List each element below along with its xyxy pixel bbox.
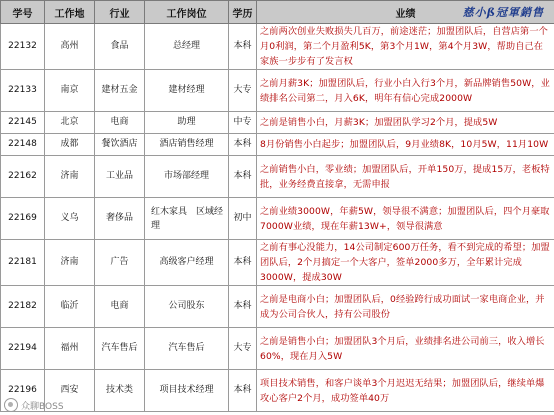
- header-education: 学历: [229, 1, 257, 24]
- cell-city: 义乌: [45, 198, 95, 240]
- header-position: 工作岗位: [145, 1, 229, 24]
- cell-performance: 之前月薪3K；加盟团队后，行业小白入行3个月，新品牌销售50W，业绩排名公司第二，月入6K，明年有信心完成2000W: [257, 70, 554, 112]
- cell-id: 22196: [1, 370, 45, 412]
- cell-performance: 之前有事心没能力，14公司制定600万任务，看不到完成的希望；加盟团队后，2个月搞定一个大客户，签单2000多万，全年累计完成3000W，提成30W: [257, 240, 554, 286]
- cell-performance: 项目技术销售，和客户谈单3个月迟迟无结果；加盟团队后，继续单爆攻心客户2个月，成功签单40万: [257, 370, 554, 412]
- cell-education: 本科: [229, 370, 257, 412]
- cell-performance: 8月份销售小白起步；加盟团队后，9月业绩8K，10月5W，11月10W: [257, 134, 554, 156]
- cell-performance: 之前业绩3000W，年薪5W，领导很不满意；加盟团队后，四个月豪取7000W业绩，现在年薪13W+，领导很满意: [257, 198, 554, 240]
- cell-position: 助理: [145, 112, 229, 134]
- header-performance-label: 业绩: [395, 8, 416, 20]
- cell-id: 22169: [1, 198, 45, 240]
- cell-education: 本科: [229, 240, 257, 286]
- cell-position: 红木家具 区域经理: [145, 198, 229, 240]
- cell-id: 22145: [1, 112, 45, 134]
- cell-industry: 电商: [95, 286, 145, 328]
- cell-id: 22181: [1, 240, 45, 286]
- table-row: [1, 328, 554, 370]
- cell-industry: 汽车售后: [95, 328, 145, 370]
- cell-city: 高州: [45, 24, 95, 70]
- cell-position: 市场部经理: [145, 156, 229, 198]
- cell-id: 22162: [1, 156, 45, 198]
- cell-id: 22182: [1, 286, 45, 328]
- cell-industry: 工业品: [95, 156, 145, 198]
- cell-performance: 之前是销售小白，月薪3K；加盟团队学习2个月，提成5W: [257, 112, 554, 134]
- cell-position: 公司股东: [145, 286, 229, 328]
- watermark: [4, 398, 64, 412]
- header-city: 工作地: [45, 1, 95, 24]
- header-industry: 行业: [95, 1, 145, 24]
- cell-position: 项目技术经理: [145, 370, 229, 412]
- table-row: [1, 134, 554, 156]
- cell-education: 初中: [229, 198, 257, 240]
- cell-id: 22133: [1, 70, 45, 112]
- cell-education: 本科: [229, 156, 257, 198]
- cell-industry: 奢侈品: [95, 198, 145, 240]
- cell-city: 成都: [45, 134, 95, 156]
- cell-performance: 之前是销售小白；加盟团队3个月后，业绩排名进公司前三，收入增长60%，现在月入5W: [257, 328, 554, 370]
- table-header-row: [1, 1, 554, 24]
- table-row: [1, 370, 554, 412]
- cell-education: 大专: [229, 328, 257, 370]
- watermark-text: 众聊BOSS: [21, 401, 64, 412]
- cell-city: 西安: [45, 370, 95, 412]
- table-row: [1, 240, 554, 286]
- weibo-icon: [4, 398, 18, 412]
- cell-city: 济南: [45, 156, 95, 198]
- cell-industry: 餐饮酒店: [95, 134, 145, 156]
- cell-city: 福州: [45, 328, 95, 370]
- cell-industry: 广告: [95, 240, 145, 286]
- brand-logo: 慈小ß冠軍銷售: [462, 6, 544, 19]
- header-performance: [257, 1, 554, 24]
- cell-industry: 电商: [95, 112, 145, 134]
- cell-performance: 之前两次创业失败损失几百万，前途迷茫；加盟团队后，自营店第一个月0利润，第二个月盈利5K，第3个月1W，第4个月3W，帮助自己在家族一步步有了发言权: [257, 24, 554, 70]
- cell-position: 汽车售后: [145, 328, 229, 370]
- cell-performance: 之前是电商小白；加盟团队后，0经验跨行成功面试一家电商企业，并成为公司合伙人，持有公司股份: [257, 286, 554, 328]
- table-row: [1, 24, 554, 70]
- cell-position: 高级客户经理: [145, 240, 229, 286]
- cell-education: 本科: [229, 134, 257, 156]
- cell-education: 本科: [229, 286, 257, 328]
- table-row: [1, 286, 554, 328]
- cell-position: 酒店销售经理: [145, 134, 229, 156]
- table-row: [1, 70, 554, 112]
- cell-education: 大专: [229, 70, 257, 112]
- cell-industry: 技术类: [95, 370, 145, 412]
- cell-industry: 食品: [95, 24, 145, 70]
- cell-performance: 之前销售小白，零业绩；加盟团队后，开单150万，提成15万，老板特批，业务经费直接拿，无需申报: [257, 156, 554, 198]
- cell-city: 临沂: [45, 286, 95, 328]
- cell-id: 22132: [1, 24, 45, 70]
- table-row: [1, 112, 554, 134]
- cell-education: 中专: [229, 112, 257, 134]
- cell-education: 本科: [229, 24, 257, 70]
- cell-id: 22148: [1, 134, 45, 156]
- cell-position: 建材经理: [145, 70, 229, 112]
- cell-city: 济南: [45, 240, 95, 286]
- cell-city: 南京: [45, 70, 95, 112]
- cell-city: 北京: [45, 112, 95, 134]
- cell-industry: 建材五金: [95, 70, 145, 112]
- table-row: [1, 198, 554, 240]
- cell-position: 总经理: [145, 24, 229, 70]
- cell-id: 22194: [1, 328, 45, 370]
- header-id: 学号: [1, 1, 45, 24]
- table-row: [1, 156, 554, 198]
